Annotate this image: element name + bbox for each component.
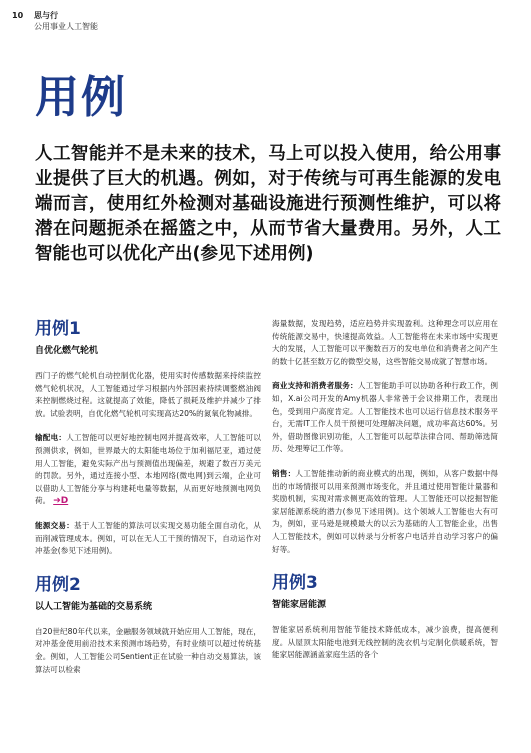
case2-block [35,574,261,676]
case1-p3-lead: 能源交易： [35,520,75,530]
case1-paragraph-3 [35,520,261,558]
case2-title: 用例2 [35,574,81,595]
right-p2-lead: 商业支持和消费者服务： [272,381,358,391]
right-p3-lead: 销售： [272,468,296,478]
right-paragraph-2 [272,380,498,456]
section-subtitle: 公用事业人工智能 [34,22,98,31]
page-header [12,10,98,32]
right-p1-text: 海量数据，发现趋势，适应趋势并实现盈利。这种理念可以应用在传统能源交易中，快速提高效益。人工智能将在未来市场中实现更大的发展，人工智能可以平衡数百万的发电单位和消费者之间产生的数十亿甚至数万亿的微型交易，这些智能交易成就了智慧市场。 [272,319,498,366]
case2-paragraph-1 [35,626,261,676]
case1-subtitle: 自优化燃气轮机 [35,346,99,356]
case1-paragraph-1 [35,370,261,420]
right-paragraph-3 [272,468,498,556]
case1-title: 用例1 [35,319,81,339]
page-number: 10 [12,11,24,20]
intro-paragraph: 人工智能并不是未来的技术，马上可以投入使用，给公用事业提供了巨大的机遇。例如，对于传统与可再生能源的发电端而言，使用红外检测对基础设施进行预测性维护，可以将潜在问题扼杀在摇篮之中，从而节省大量费用。另外，人工智能也可以优化产出(参见下述用例) [35,144,501,264]
case3-subtitle: 智能家居能源 [272,600,327,611]
case1-p2-text: 人工智能可以更好地控制电网并提高效率，人工智能可以预测供求，例如，世界最大的太阳能电场位于加利福尼亚，通过使用人工智能，避免实际产出与预测值出现偏差，规避了数百万美元的罚款。另外，通过连接小型、本地网络(微电网)到云端，企业可以借助人工智能分享与构建耗电量等数据，从而更好地预测电网负荷。 [35,433,261,506]
section-name: 思与行 [34,11,58,20]
case1-p2-lead: 输配电： [35,433,67,443]
left-column [35,318,261,688]
case3-paragraph-1 [272,624,498,662]
case3-title: 用例3 [272,573,318,594]
case1-paragraph-2 [35,432,261,508]
case2-subtitle: 以人工智能为基础的交易系统 [35,601,153,612]
case3-p1-text: 智能家居系统利用智能节能技术降低成本，减少浪费，提高便利度。从屋顶太阳能电池到无线控制的洗衣机与定制化供暖系统，智能家居能源涵盖家庭生活的各个 [272,625,498,660]
case3-block [272,572,498,662]
case1-p3-text: 基于人工智能的算法可以实现交易功能全面自动化，从而削减管理成本。例如，可以在无人工干预的情况下，自动运作对冲基金(参见下述用例)。 [35,520,262,556]
right-p2-text: 人工智能助手可以协助各种行政工作，例如，X.ai公司开发的Amy机器人非常善于会议排期工作，表现出色，受到用户高度肯定。人工智能技术也可以运行信息技术服务平台，无需IT工作人员干预便可处理解决问题，成功率高达60%。另外，借助图像识别功能，人工智能可以起草法律合同、帮助筛选简历、处理筹记工作等。 [272,381,499,454]
page-title: 用例 [35,72,127,123]
case2-p1-text: 自20世纪80年代以来，金融服务领域就开始应用人工智能，现在，对冲基金使用前沿技术来预测市场趋势，有时业绩可以超过传统基金。例如，人工智能公司Sentient正在试验一种自动交易算法，该算法可以检索 [35,626,261,674]
header-line [12,10,98,21]
case-link-d[interactable]: ➔D [53,496,69,507]
right-column [272,318,498,674]
right-p3-text: 人工智能推动新的商业模式的出现，例如，从客户数据中得出的市场情报可以用来预测市场变化，并且通过使用智能计量器和奖励机制，实现对需求侧更高效的管理。人工智能还可以挖掘智能家居能源系统的潜力(参见下述用例)。这个领域人工智能也大有可为，例如，亚马逊是规模最大的以云为基础的人工智能企业，出售人工智能技术，例如可以转录与分析客户电话并自动学习客户的偏好等。 [272,468,499,554]
case1-p1-text: 西门子的燃气轮机自动控制优化器，使用实时传感数据来持续监控燃气轮机状况，人工智能通过学习根据内外部因素持续调整燃油阀来控制燃烧过程。这就提高了效能，降低了损耗及维护并减少了排放。试验表明，自优化燃气轮机可实现高达20%的氮氧化物减排。 [35,371,261,418]
right-paragraph-1 [272,318,498,368]
